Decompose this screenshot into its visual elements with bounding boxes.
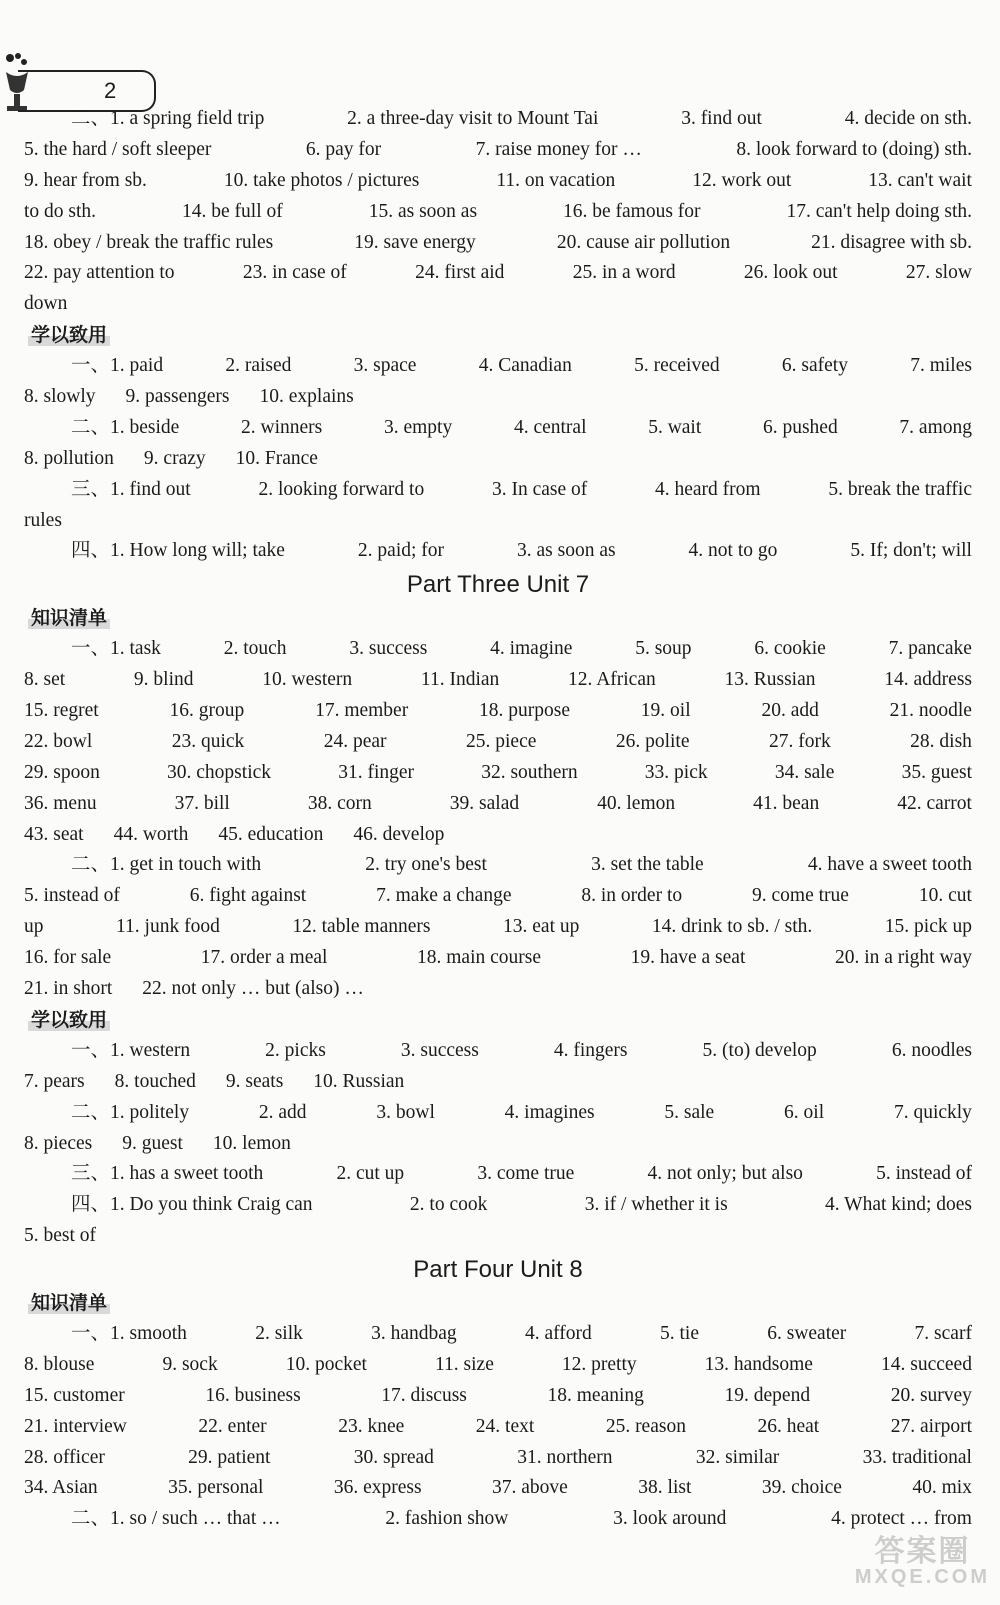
answer-item: 34. sale: [774, 761, 835, 783]
answer-item: 4. What kind; does: [825, 1194, 972, 1216]
answer-item: 20. add: [761, 700, 819, 722]
section-heading-text: 学以致用: [28, 324, 110, 346]
answer-item: 3. In case of: [491, 478, 588, 500]
answer-item: rules: [24, 509, 62, 531]
answer-line: [24, 1443, 972, 1474]
answer-item: 三、1. find out: [71, 478, 191, 500]
answer-item: 3. look around: [613, 1508, 727, 1530]
answer-item: 22. enter: [198, 1415, 267, 1437]
answer-item: 25. piece: [466, 730, 537, 752]
answer-item: 35. personal: [168, 1477, 264, 1499]
answer-line: [24, 166, 972, 197]
answer-item: 9. come true: [752, 885, 849, 907]
answer-item: 15. as soon as: [368, 200, 478, 222]
answer-item: 3. as soon as: [517, 540, 616, 562]
answer-item: 14. address: [884, 669, 972, 691]
answer-line: [24, 850, 972, 881]
answer-line: [24, 197, 972, 228]
answer-item: 38. corn: [307, 792, 372, 814]
answer-item: 一、1. paid: [71, 355, 164, 377]
answer-item: 2. to cook: [409, 1194, 488, 1216]
answer-item: 11. junk food: [116, 916, 220, 938]
answer-item: 10. pocket: [285, 1353, 367, 1375]
answer-item: 7. make a change: [376, 885, 512, 907]
answer-line: [24, 789, 972, 820]
answer-item: 9. seats: [225, 1070, 284, 1092]
answer-line: [24, 413, 972, 444]
answer-item: 31. northern: [517, 1446, 613, 1468]
answer-item: 6. oil: [784, 1101, 825, 1123]
answer-item: 21. noodle: [889, 700, 972, 722]
answer-line: [24, 881, 972, 912]
answer-key-content: [24, 104, 972, 1535]
answer-item: 19. oil: [640, 700, 691, 722]
answer-line: [24, 1098, 972, 1129]
answer-item: 7. pears: [24, 1070, 85, 1092]
answer-item: 9. sock: [162, 1353, 218, 1375]
answer-item: 28. officer: [24, 1446, 105, 1468]
answer-item: 9. crazy: [143, 447, 206, 469]
answer-line: [24, 665, 972, 696]
answer-item: 43. seat: [24, 823, 84, 845]
answer-item: 24. first aid: [415, 262, 505, 284]
answer-item: 27. slow: [905, 262, 972, 284]
answer-item: 20. in a right way: [834, 947, 972, 969]
answer-line: [24, 912, 972, 943]
answer-item: 2. raised: [225, 355, 292, 377]
answer-item: 42. carrot: [897, 792, 972, 814]
answer-item: 二、1. beside: [71, 416, 180, 438]
answer-item: 32. southern: [481, 761, 578, 783]
answer-item: 一、1. task: [71, 638, 161, 660]
answer-item: 5. If; don't; will: [850, 540, 972, 562]
answer-item: 23. quick: [171, 730, 245, 752]
section-heading: [24, 1288, 972, 1319]
answer-item: 6. sweater: [767, 1322, 847, 1344]
answer-item: 15. pick up: [884, 916, 972, 938]
answer-item: 4. fingers: [553, 1039, 628, 1061]
answer-item: 5. break the traffic: [828, 478, 972, 500]
answer-item: 14. succeed: [881, 1353, 972, 1375]
answer-item: 30. spread: [353, 1446, 434, 1468]
answer-item: 38. list: [638, 1477, 692, 1499]
answer-item: 8. pieces: [24, 1132, 93, 1154]
answer-item: 17. member: [315, 700, 409, 722]
answer-item: 30. chopstick: [167, 761, 272, 783]
answer-item: 3. come true: [477, 1163, 575, 1185]
answer-item: 6. pushed: [762, 416, 838, 438]
answer-item: 4. afford: [524, 1322, 592, 1344]
answer-item: 37. above: [492, 1477, 568, 1499]
answer-line: [24, 1221, 972, 1252]
answer-line: [24, 820, 972, 851]
answer-line: [24, 351, 972, 382]
answer-item: 26. polite: [615, 730, 690, 752]
answer-item: 16. group: [169, 700, 245, 722]
answer-item: 17. order a meal: [200, 947, 328, 969]
answer-item: 9. hear from sb.: [24, 169, 147, 191]
answer-item: 40. mix: [912, 1477, 972, 1499]
answer-item: 5. tie: [659, 1322, 699, 1344]
answer-item: 13. can't wait: [868, 169, 972, 191]
answer-item: 26. look out: [743, 262, 838, 284]
watermark-sub: MXQE.COM: [854, 1566, 990, 1588]
answer-item: 6. pay for: [305, 138, 382, 160]
answer-item: 12. work out: [692, 169, 792, 191]
answer-line: [24, 1412, 972, 1443]
answer-item: 3. if / whether it is: [584, 1194, 728, 1216]
answer-item: 9. blind: [133, 669, 194, 691]
answer-line: [24, 1036, 972, 1067]
answer-item: 6. safety: [781, 355, 848, 377]
answer-item: 22. pay attention to: [24, 262, 175, 284]
answer-item: 15. regret: [24, 700, 99, 722]
answer-item: 12. table manners: [292, 916, 431, 938]
answer-item: 3. handbag: [371, 1322, 457, 1344]
answer-line: [24, 1067, 972, 1098]
answer-item: 32. similar: [695, 1446, 780, 1468]
answer-item: 8. in order to: [581, 885, 683, 907]
answer-item: 7. quickly: [893, 1101, 972, 1123]
section-heading: [24, 320, 972, 351]
section-heading-text: 知识清单: [28, 1292, 110, 1314]
answer-item: 20. cause air pollution: [556, 231, 731, 253]
answer-item: 44. worth: [113, 823, 189, 845]
answer-item: 4. not to go: [688, 540, 778, 562]
answer-item: 3. set the table: [591, 854, 704, 876]
answer-item: 2. paid; for: [357, 540, 445, 562]
answer-line: [24, 536, 972, 567]
answer-item: 31. finger: [338, 761, 415, 783]
answer-item: 11. Indian: [420, 669, 500, 691]
answer-line: [24, 974, 972, 1005]
answer-item: 29. spoon: [24, 761, 100, 783]
answer-item: 一、1. smooth: [71, 1322, 187, 1344]
answer-item: 4. protect … from: [831, 1508, 972, 1530]
answer-item: 18. obey / break the traffic rules: [24, 231, 274, 253]
answer-item: 23. in case of: [242, 262, 347, 284]
section-heading: [24, 1005, 972, 1036]
answer-item: 3. success: [400, 1039, 479, 1061]
answer-item: 39. choice: [761, 1477, 842, 1499]
answer-item: 5. wait: [648, 416, 702, 438]
answer-item: 6. fight against: [189, 885, 307, 907]
answer-item: 33. pick: [644, 761, 708, 783]
answer-item: 5. sale: [664, 1101, 715, 1123]
watermark-main: 答案圈: [874, 1535, 971, 1568]
answer-item: 24. pear: [323, 730, 387, 752]
answer-item: 36. menu: [24, 792, 97, 814]
answer-line: [24, 1473, 972, 1504]
answer-item: 21. interview: [24, 1415, 127, 1437]
section-heading: [24, 603, 972, 634]
answer-item: 26. heat: [757, 1415, 820, 1437]
section-heading-text: 学以致用: [28, 1009, 110, 1031]
answer-item: 2. cut up: [336, 1163, 405, 1185]
answer-item: 33. traditional: [862, 1446, 972, 1468]
answer-line: [24, 104, 972, 135]
answer-item: 18. meaning: [547, 1384, 644, 1406]
answer-item: 8. set: [24, 669, 66, 691]
answer-item: 2. add: [258, 1101, 307, 1123]
answer-item: 3. find out: [681, 108, 762, 129]
answer-item: 16. business: [205, 1384, 301, 1406]
answer-item: 4. not only; but also: [647, 1163, 803, 1185]
answer-item: 22. bowl: [24, 730, 93, 752]
answer-item: 8. touched: [114, 1070, 196, 1092]
answer-line: [24, 1319, 972, 1350]
answer-item: 20. survey: [890, 1384, 972, 1406]
answer-line: [24, 1350, 972, 1381]
answer-item: 17. discuss: [381, 1384, 467, 1406]
answer-item: 8. pollution: [24, 447, 114, 469]
answer-item: 14. be full of: [182, 200, 283, 222]
answer-item: 5. (to) develop: [702, 1039, 817, 1061]
answer-item: 27. fork: [768, 730, 831, 752]
answer-line: [24, 1159, 972, 1190]
answer-item: 2. winners: [241, 416, 323, 438]
answer-line: [24, 634, 972, 665]
answer-line: [24, 228, 972, 259]
answer-item: 2. touch: [223, 638, 287, 660]
answer-item: 28. dish: [910, 730, 972, 752]
answer-line: [24, 382, 972, 413]
answer-item: 四、1. Do you think Craig can: [71, 1194, 313, 1216]
answer-item: 二、1. so / such … that …: [71, 1508, 281, 1530]
answer-item: 2. a three-day visit to Mount Tai: [347, 108, 599, 129]
answer-item: 21. disagree with sb.: [811, 231, 972, 253]
answer-line: [24, 758, 972, 789]
answer-item: 21. in short: [24, 978, 113, 1000]
answer-item: 3. success: [349, 638, 428, 660]
answer-item: 5. the hard / soft sleeper: [24, 138, 212, 160]
answer-item: 46. develop: [353, 823, 445, 845]
answer-line: [24, 727, 972, 758]
answer-item: 11. size: [435, 1353, 494, 1375]
answer-item: 25. in a word: [572, 262, 676, 284]
answer-item: 23. knee: [338, 1415, 405, 1437]
answer-item: 18. main course: [417, 947, 542, 969]
answer-item: 四、1. How long will; take: [71, 540, 285, 562]
answer-item: 15. customer: [24, 1384, 125, 1406]
answer-item: 二、1. get in touch with: [71, 854, 262, 876]
answer-item: 三、1. has a sweet tooth: [71, 1163, 264, 1185]
part-title: Part Four Unit 8: [413, 1256, 583, 1284]
answer-item: 4. heard from: [655, 478, 761, 500]
answer-item: 2. silk: [255, 1322, 303, 1344]
answer-item: 19. depend: [724, 1384, 811, 1406]
watermark: [855, 1537, 990, 1587]
answer-line: [24, 1190, 972, 1221]
answer-item: 7. miles: [910, 355, 972, 377]
answer-line: [24, 444, 972, 475]
answer-item: 4. have a sweet tooth: [807, 854, 972, 876]
answer-item: down: [24, 293, 68, 315]
answer-item: 6. cookie: [754, 638, 826, 660]
answer-item: 10. western: [262, 669, 353, 691]
answer-item: 8. slowly: [24, 386, 96, 408]
page-header: [0, 30, 160, 103]
answer-item: 45. education: [218, 823, 324, 845]
answer-item: 9. passengers: [125, 386, 230, 408]
page-number: 2: [104, 78, 117, 103]
answer-item: 4. decide on sth.: [844, 108, 972, 129]
answer-item: 12. pretty: [561, 1353, 637, 1375]
answer-item: 二、1. a spring field trip: [71, 108, 265, 129]
answer-item: 36. express: [333, 1477, 422, 1499]
answer-item: 19. have a seat: [630, 947, 746, 969]
answer-item: 9. guest: [122, 1132, 183, 1154]
answer-item: 10. lemon: [212, 1132, 291, 1154]
answer-item: 7. among: [899, 416, 972, 438]
answer-item: 3. empty: [383, 416, 453, 438]
answer-line: [24, 506, 972, 537]
answer-item: 2. looking forward to: [258, 478, 425, 500]
answer-item: 2. try one's best: [365, 854, 487, 876]
answer-item: 11. on vacation: [496, 169, 616, 191]
answer-line: [24, 135, 972, 166]
answer-item: 3. space: [353, 355, 417, 377]
answer-item: 7. pancake: [888, 638, 972, 660]
answer-item: 16. be famous for: [562, 200, 701, 222]
answer-item: 5. received: [634, 355, 720, 377]
answer-item: 4. imagine: [490, 638, 573, 660]
answer-item: 39. salad: [449, 792, 520, 814]
answer-item: 10. Russian: [313, 1070, 405, 1092]
answer-item: 5. instead of: [876, 1163, 972, 1185]
answer-item: 8. look forward to (doing) sth.: [736, 138, 972, 160]
answer-item: 2. picks: [265, 1039, 326, 1061]
answer-item: 18. purpose: [479, 700, 570, 722]
answer-item: 25. reason: [605, 1415, 686, 1437]
answer-item: 22. not only … but (also) …: [142, 978, 364, 1000]
answer-item: 40. lemon: [597, 792, 676, 814]
answer-item: 5. soup: [635, 638, 692, 660]
answer-item: 一、1. western: [71, 1039, 191, 1061]
answer-item: 7. raise money for …: [475, 138, 642, 160]
answer-item: 5. instead of: [24, 885, 120, 907]
answer-line: [24, 258, 972, 289]
answer-item: 5. best of: [24, 1225, 97, 1247]
answer-item: 4. Canadian: [478, 355, 572, 377]
answer-line: [24, 475, 972, 506]
answer-line: [24, 289, 972, 320]
answer-item: 27. airport: [890, 1415, 972, 1437]
answer-item: 12. African: [568, 669, 656, 691]
answer-item: 10. take photos / pictures: [223, 169, 420, 191]
answer-item: 41. bean: [753, 792, 820, 814]
answer-item: 17. can't help doing sth.: [786, 200, 972, 222]
answer-item: 13. handsome: [704, 1353, 813, 1375]
answer-line: [24, 696, 972, 727]
answer-item: 4. imagines: [504, 1101, 595, 1123]
answer-item: 19. save energy: [354, 231, 476, 253]
answer-item: 35. guest: [901, 761, 972, 783]
section-heading-text: 知识清单: [28, 607, 110, 629]
answer-item: 34. Asian: [24, 1477, 98, 1499]
answer-line: [24, 1381, 972, 1412]
answer-item: 14. drink to sb. / sth.: [651, 916, 813, 938]
answer-item: 13. Russian: [724, 669, 816, 691]
answer-item: 2. fashion show: [385, 1508, 509, 1530]
answer-item: 37. bill: [174, 792, 230, 814]
answer-line: [24, 1129, 972, 1160]
answer-item: 3. bowl: [376, 1101, 435, 1123]
answer-item: 10. France: [235, 447, 318, 469]
answer-item: up: [24, 916, 44, 938]
answer-item: 4. central: [513, 416, 587, 438]
answer-item: 13. eat up: [503, 916, 580, 938]
answer-item: 10. cut: [918, 885, 972, 907]
answer-item: 6. noodles: [891, 1039, 972, 1061]
answer-item: 7. scarf: [914, 1322, 972, 1344]
answer-line: [24, 1504, 972, 1535]
answer-item: 10. explains: [259, 386, 354, 408]
answer-line: [24, 943, 972, 974]
answer-item: 24. text: [475, 1415, 535, 1437]
answer-item: 8. blouse: [24, 1353, 95, 1375]
answer-item: 29. patient: [188, 1446, 271, 1468]
answer-item: to do sth.: [24, 200, 97, 222]
answer-item: 二、1. politely: [71, 1101, 190, 1123]
answer-item: 16. for sale: [24, 947, 112, 969]
part-title: Part Three Unit 7: [406, 571, 590, 599]
